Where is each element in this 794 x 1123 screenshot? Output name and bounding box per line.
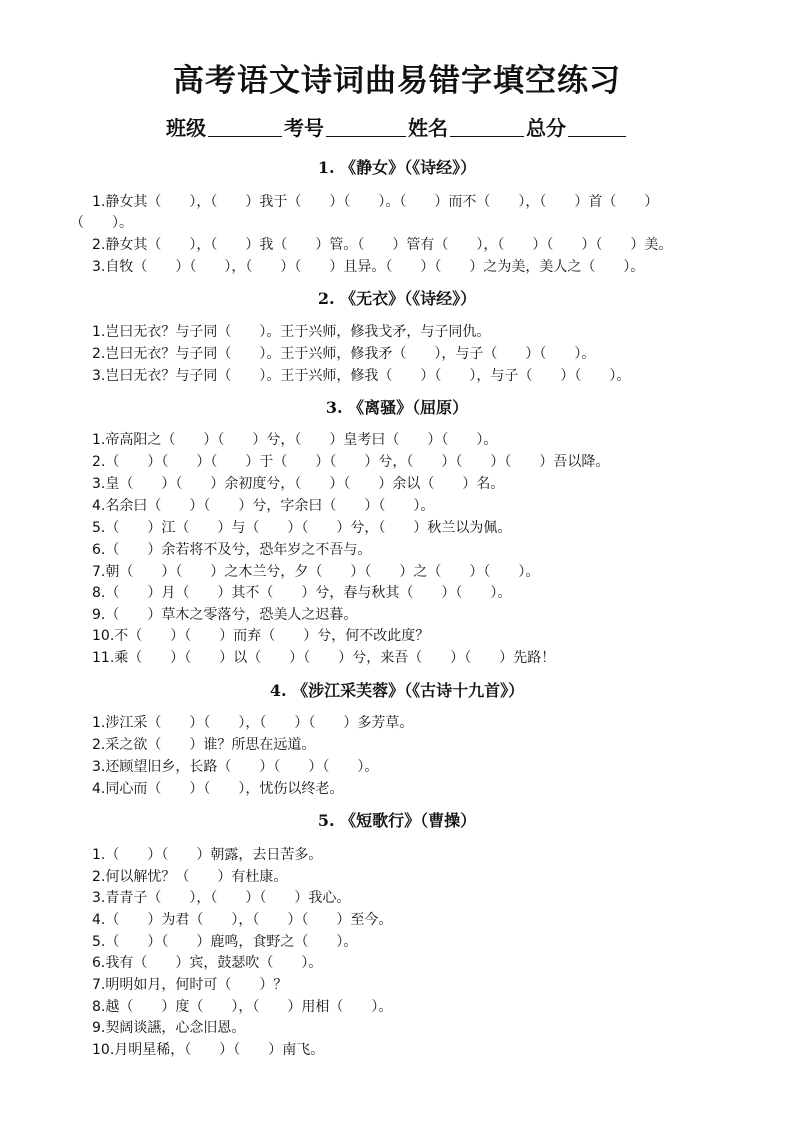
question-line: 2.采之欲（ ）谁？所思在远道。 xyxy=(92,737,316,753)
question-line: 3.岂曰无衣？与子同（ ）。王于兴师，修我（ ）（ ），与子（ ）（ ）。 xyxy=(92,368,631,384)
section-heading-lisao: 3. 《离骚》（屈原） xyxy=(325,398,469,417)
question-line: 11.乘（ ）（ ）以（ ）（ ）兮，来吾（ ）（ ）先路！ xyxy=(92,650,556,666)
question-line: 9.契阔谈讌，心念旧恩。 xyxy=(92,1020,246,1036)
score-label: 总分 xyxy=(526,116,566,140)
question-line: 4.名余曰（ ）（ ）兮，字余曰（ ）（ ）。 xyxy=(92,498,435,514)
question-line: 2.静女其（ ），（ ）我（ ）管。（ ）管有（ ），（ ）（ ）（ ）美。 xyxy=(92,237,673,253)
question-line: 3.还顾望旧乡，长路（ ）（ ）（ ）。 xyxy=(92,759,379,775)
question-line: 5.（ ）（ ）鹿鸣，食野之（ ）。 xyxy=(92,934,358,950)
section-heading-duangexing: 5. 《短歌行》（曹操） xyxy=(317,811,477,830)
class-field xyxy=(166,113,284,143)
score-field xyxy=(526,113,628,143)
exam-no-field xyxy=(284,113,408,143)
exam-no-label: 考号 xyxy=(284,116,324,140)
question-line: 6.（ ）余若将不及兮，恐年岁之不吾与。 xyxy=(92,542,372,558)
question-line-continued: （ ）。 xyxy=(70,215,133,231)
question-line: 10.月明星稀，（ ）（ ）南飞。 xyxy=(92,1042,325,1058)
question-line: 2.岂曰无衣？与子同（ ）。王于兴师，修我矛（ ），与子（ ）（ ）。 xyxy=(92,346,596,362)
score-blank[interactable] xyxy=(568,116,626,137)
question-line: 9.（ ）草木之零落兮，恐美人之迟暮。 xyxy=(92,607,358,623)
question-line: 4.（ ）为君（ ），（ ）（ ）至今。 xyxy=(92,912,393,928)
section-heading-wuyi: 2. 《无衣》（《诗经》） xyxy=(317,289,477,308)
question-line: 3.青青子（ ），（ ）（ ）我心。 xyxy=(92,890,351,906)
name-label: 姓名 xyxy=(408,116,448,140)
question-line: 3.皇（ ）（ ）余初度兮，（ ）（ ）余以（ ）名。 xyxy=(92,476,505,492)
question-line: 1.静女其（ ），（ ）我于（ ）（ ）。（ ）而不（ ），（ ）首（ ） xyxy=(92,194,659,210)
question-line: 5.（ ）江（ ）与（ ）（ ）兮，（ ）秋兰以为佩。 xyxy=(92,520,512,536)
section-heading-jingnv: 1. 《静女》（《诗经》） xyxy=(317,158,477,177)
question-line: 1.涉江采（ ）（ ），（ ）（ ）多芳草。 xyxy=(92,715,414,731)
question-line: 1.（ ）（ ）朝露，去日苦多。 xyxy=(92,847,323,863)
section-heading-shejiang: 4. 《涉江采芙蓉》（《古诗十九首》） xyxy=(269,681,525,700)
class-blank[interactable] xyxy=(208,116,282,137)
question-line: 1.帝高阳之（ ）（ ）兮，（ ）皇考曰（ ）（ ）。 xyxy=(92,432,498,448)
name-blank[interactable] xyxy=(450,116,524,137)
question-line: 2.何以解忧？（ ）有杜康。 xyxy=(92,869,288,885)
question-line: 2.（ ）（ ）（ ）于（ ）（ ）兮，（ ）（ ）（ ）吾以降。 xyxy=(92,454,610,470)
student-info-row xyxy=(0,113,794,143)
question-line: 7.明明如月，何时可（ ）？ xyxy=(92,977,288,993)
class-label: 班级 xyxy=(166,116,206,140)
name-field xyxy=(408,113,526,143)
question-line: 6.我有（ ）宾，鼓瑟吹（ ）。 xyxy=(92,955,323,971)
question-line: 7.朝（ ）（ ）之木兰兮，夕（ ）（ ）之（ ）（ ）。 xyxy=(92,564,540,580)
question-line: 10.不（ ）（ ）而弃（ ）兮，何不改此度？ xyxy=(92,628,430,644)
question-line: 1.岂曰无衣？与子同（ ）。王于兴师，修我戈矛，与子同仇。 xyxy=(92,324,491,340)
question-line: 8.（ ）月（ ）其不（ ）兮，春与秋其（ ）（ ）。 xyxy=(92,585,512,601)
question-line: 4.同心而（ ）（ ），忧伤以终老。 xyxy=(92,781,344,797)
page-title: 高考语文诗词曲易错字填空练习 xyxy=(173,63,621,99)
question-line: 3.自牧（ ）（ ），（ ）（ ）且异。（ ）（ ）之为美，美人之（ ）。 xyxy=(92,259,645,275)
exam-no-blank[interactable] xyxy=(326,116,406,137)
question-line: 8.越（ ）度（ ），（ ）用相（ ）。 xyxy=(92,999,393,1015)
